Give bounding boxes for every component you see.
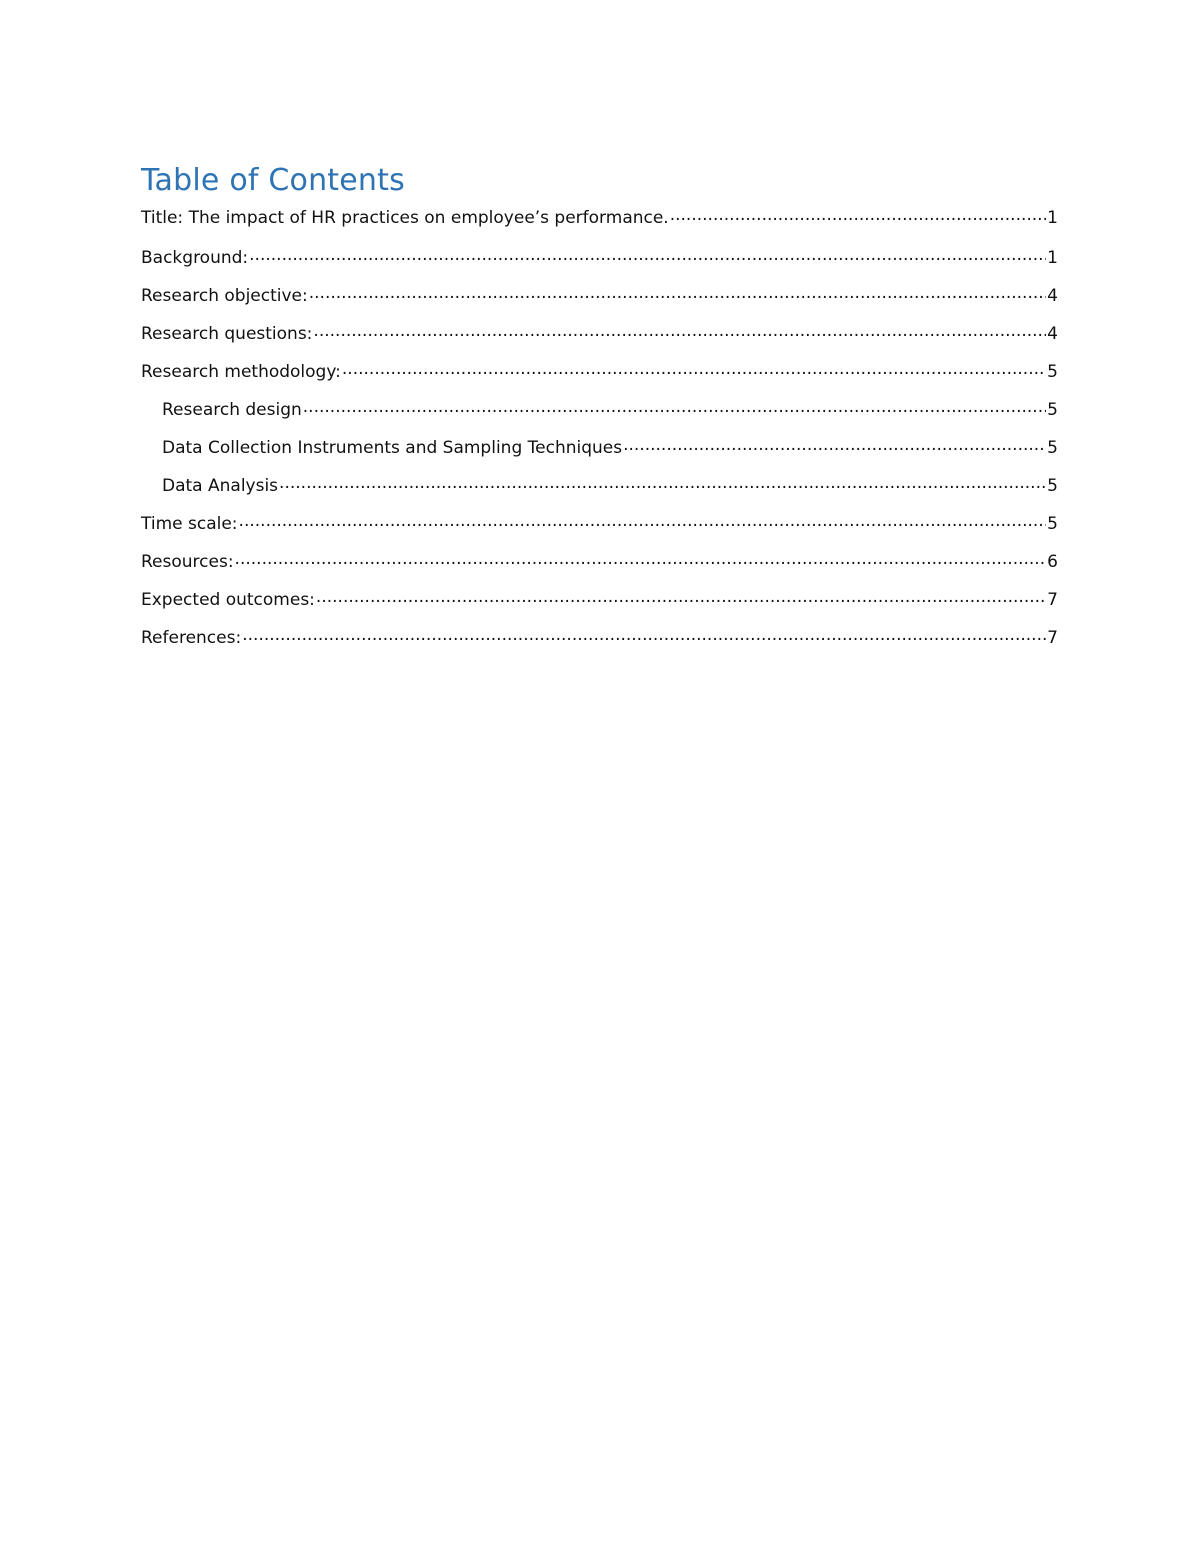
toc-entry-text: Time scale:: [141, 514, 238, 534]
toc-entry-text: Research design: [162, 400, 302, 420]
toc-entry-data-analysis[interactable]: [141, 474, 1058, 512]
toc-heading: Table of Contents: [141, 163, 405, 198]
toc-entry-data-collection[interactable]: [141, 436, 1058, 474]
toc-entry-text: References:: [141, 628, 242, 648]
toc-dot-leader: [279, 474, 1046, 491]
toc-dot-leader: [309, 284, 1046, 301]
toc-dot-leader: [239, 512, 1047, 529]
toc-page-number: 7: [1047, 628, 1058, 648]
toc-page-number: 7: [1047, 590, 1058, 610]
toc-entry-research-objective[interactable]: [141, 284, 1058, 322]
toc-entry-references[interactable]: [141, 626, 1058, 664]
toc-dot-leader: [313, 322, 1046, 339]
toc-entry-text: Resources:: [141, 552, 234, 572]
toc-entry-text: Data Analysis: [162, 476, 279, 496]
toc-list: [141, 206, 1058, 664]
toc-entry-research-design[interactable]: [141, 398, 1058, 436]
toc-page-number: 4: [1047, 286, 1058, 306]
toc-entry-text: Research methodology:: [141, 362, 341, 382]
toc-page-number: 5: [1047, 476, 1058, 496]
toc-page-number: 4: [1047, 324, 1058, 344]
toc-page-number: 5: [1047, 362, 1058, 382]
toc-entry-text: Title: The impact of HR practices on employee’s performance.: [141, 208, 669, 228]
toc-page-number: 6: [1047, 552, 1058, 572]
toc-entry-expected-outcomes[interactable]: [141, 588, 1058, 626]
toc-page-number: 1: [1047, 248, 1058, 268]
toc-entry-text: Research questions:: [141, 324, 313, 344]
toc-entry-background[interactable]: [141, 246, 1058, 284]
toc-entry-title[interactable]: [141, 206, 1058, 246]
toc-dot-leader: [249, 246, 1046, 263]
toc-entry-resources[interactable]: [141, 550, 1058, 588]
toc-entry-text: Background:: [141, 248, 249, 268]
toc-dot-leader: [623, 436, 1046, 453]
toc-dot-leader: [303, 398, 1046, 415]
toc-dot-leader: [342, 360, 1046, 377]
toc-dot-leader: [242, 626, 1046, 643]
toc-dot-leader: [316, 588, 1046, 605]
toc-entry-text: Research objective:: [141, 286, 308, 306]
table-of-contents: [141, 158, 1058, 664]
toc-dot-leader: [670, 206, 1046, 223]
toc-page-number: 5: [1047, 400, 1058, 420]
toc-page-number: 5: [1047, 438, 1058, 458]
toc-page-number: 1: [1047, 208, 1058, 228]
toc-entry-research-questions[interactable]: [141, 322, 1058, 360]
toc-entry-text: Expected outcomes:: [141, 590, 315, 610]
toc-entry-time-scale[interactable]: [141, 512, 1058, 550]
toc-dot-leader: [235, 550, 1047, 567]
toc-entry-text: Data Collection Instruments and Sampling Techniques: [162, 438, 623, 458]
toc-entry-research-methodology[interactable]: [141, 360, 1058, 398]
toc-page-number: 5: [1047, 514, 1058, 534]
